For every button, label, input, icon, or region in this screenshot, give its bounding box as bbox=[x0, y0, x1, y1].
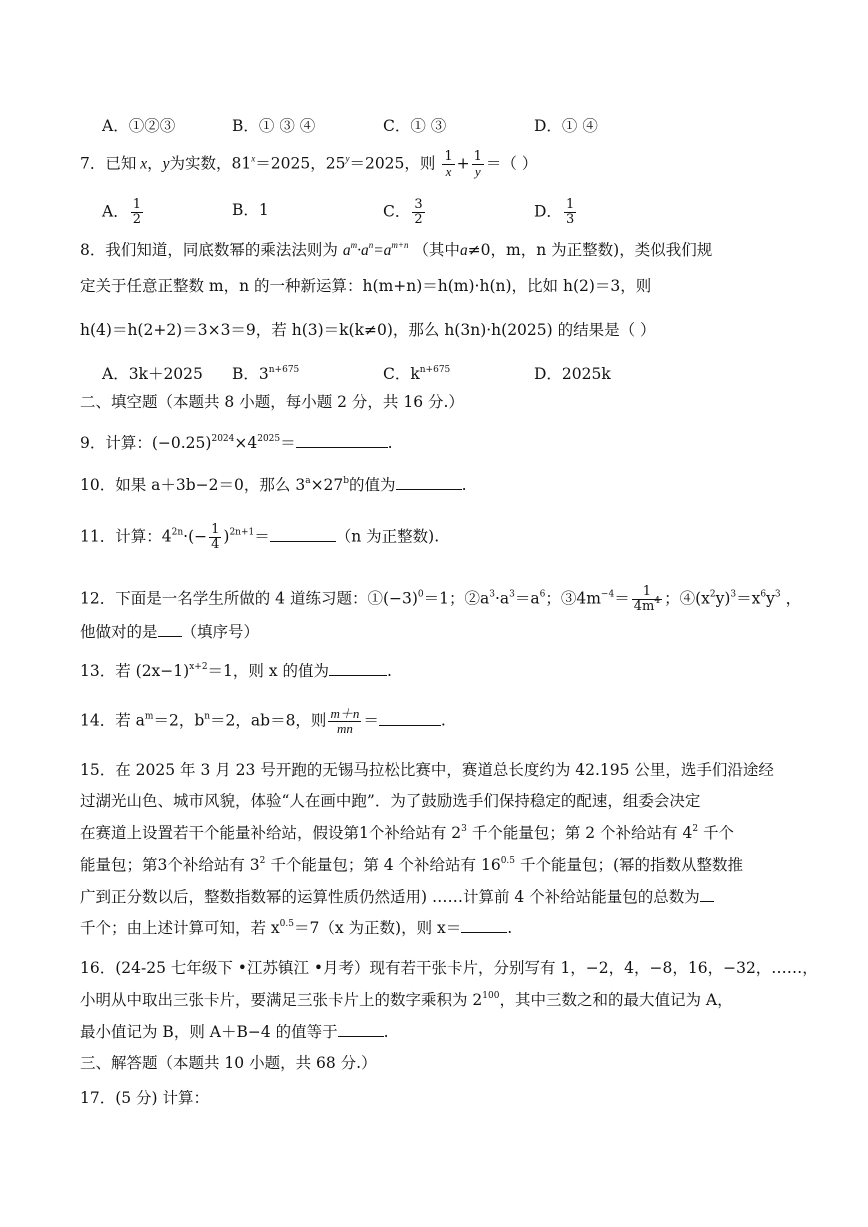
question-15-line-5: 广到正分数以后，整数指数幂的运算性质仍然适用) ……计算前 4 个补给站能量包的总数为 bbox=[80, 886, 804, 907]
q8-option-c: C．$k^{n+675}$ bbox=[383, 365, 451, 383]
q7-option-c: C． $\frac{3}{2}$ bbox=[383, 197, 423, 227]
q7-option-d: D． $\frac{1}{3}$ bbox=[534, 197, 575, 227]
q8-option-d: D．2025k bbox=[534, 365, 611, 383]
q8-option-b: B．$3^{n+675}$ bbox=[232, 365, 300, 383]
question-15-line-2: 过湖光山色、城市风貌，体验“人在画中跑”．为了鼓励选手们保持稳定的配速，组委会决定 bbox=[80, 792, 701, 810]
q6-option-d: D．① ④ bbox=[534, 117, 598, 135]
question-10: 10．如果 a＋3b−2＝0，那么 $3^a\times 27^b$的值为 . bbox=[80, 476, 467, 494]
question-17: 17．(5 分) 计算： bbox=[80, 1089, 210, 1107]
section-2-heading: 二、填空题（本题共 8 小题，每小题 2 分，共 16 分.） bbox=[80, 393, 464, 411]
question-8-line-3: h(4)＝h(2+2)＝3×3＝9，若 h(3)＝k(k≠0)，那么 h(3n)·h(2025) 的结果是（ ） bbox=[80, 321, 656, 339]
question-15-line-1: 15．在 2025 年 3 月 23 号开跑的无锡马拉松比赛中，赛道总长度约为 42.195 公里，选手们沿途经 bbox=[80, 761, 774, 779]
question-15-line-3: 在赛道上设置若干个能量补给站，假设第1个补给站有 $2^3$ 千个能量包；第 2 个补给站有 $4^2$ 千个 bbox=[80, 824, 734, 842]
question-7: 7．已知 x，y为实数，$81^x=2025$，$25^y=2025$，则 $\frac{1}{x}$ + $\frac{1}{y}$ ＝（ ） bbox=[80, 149, 538, 179]
q8-option-a: A．3k＋2025 bbox=[102, 365, 203, 383]
question-8-line-2: 定关于任意正整数 m，n 的一种新运算：h(m+n)＝h(m)·h(n)，比如 h(2)＝3，则 bbox=[80, 277, 652, 295]
q6-option-b: B．① ③ ④ bbox=[232, 117, 316, 135]
question-16-line-3: 最小值记为 B，则 A＋B−4 的值等于 . bbox=[80, 1023, 389, 1041]
question-13: 13．若 $(2x-1)^{x+2}=1$，则 x 的值为 . bbox=[80, 662, 392, 680]
question-15-line-4: 能量包；第3个补给站有 $3^2$ 千个能量包；第 4 个补给站有 $16^{0.5}$ 千个能量包；(幂的指数从整数推 bbox=[80, 856, 743, 874]
question-16-line-1: 16．(24-25 七年级下 •江苏镇江 •月考）现有若干张卡片，分别写有 1，−2，4，−8，16，−32，……， bbox=[80, 959, 818, 977]
question-16-line-2: 小明从中取出三张卡片，要满足三张卡片上的数字乘积为 $2^{100}$，其中三数之和的最大值记为 A， bbox=[80, 991, 733, 1009]
section-3-heading: 三、解答题（本题共 10 小题，共 68 分.） bbox=[80, 1054, 377, 1072]
question-8-line-1: 8．我们知道，同底数幂的乘法法则为 $a^m\cdot a^n=a^{m+n}$ （其中a≠0，m，n 为正整数)，类似我们规 bbox=[80, 240, 713, 259]
question-15-line-6: 千个；由上述计算可知，若 $x^{0.5}=7(x$ 为正数)，则 x＝ . bbox=[80, 919, 513, 937]
question-14: 14．若 $a^m=2$，$b^n=2$，ab＝8，则 $\frac{m+n}{mn}$ ＝ . bbox=[80, 706, 446, 736]
q7-option-a: A． $\frac{1}{2}$ bbox=[102, 197, 141, 227]
question-12-line-2: 他做对的是 （填序号） bbox=[80, 623, 260, 641]
question-9: 9．计算：$(-0.25)^{2024}\times 4^{2025}=$ . bbox=[80, 434, 393, 452]
q6-option-c: C．① ③ bbox=[383, 117, 447, 135]
q7-option-b: B．1 bbox=[232, 201, 269, 219]
q6-option-a: A．①②③ bbox=[102, 117, 176, 135]
question-11: 11．计算：$4^{2n}\cdot(-$ $\frac{1}{4}$ )$^{2n+1}$＝ （n 为正整数). bbox=[80, 522, 440, 552]
question-12-line-1: 12．下面是一名学生所做的 4 道练习题：$①(-3)^0=1$；$②a^3\cdot a^3=a^6$；$③4m^{-4}=$ $\frac{1}{4m^4}$ ；$④(x^2y)^3=x^6y^3$ ， bbox=[80, 584, 802, 614]
